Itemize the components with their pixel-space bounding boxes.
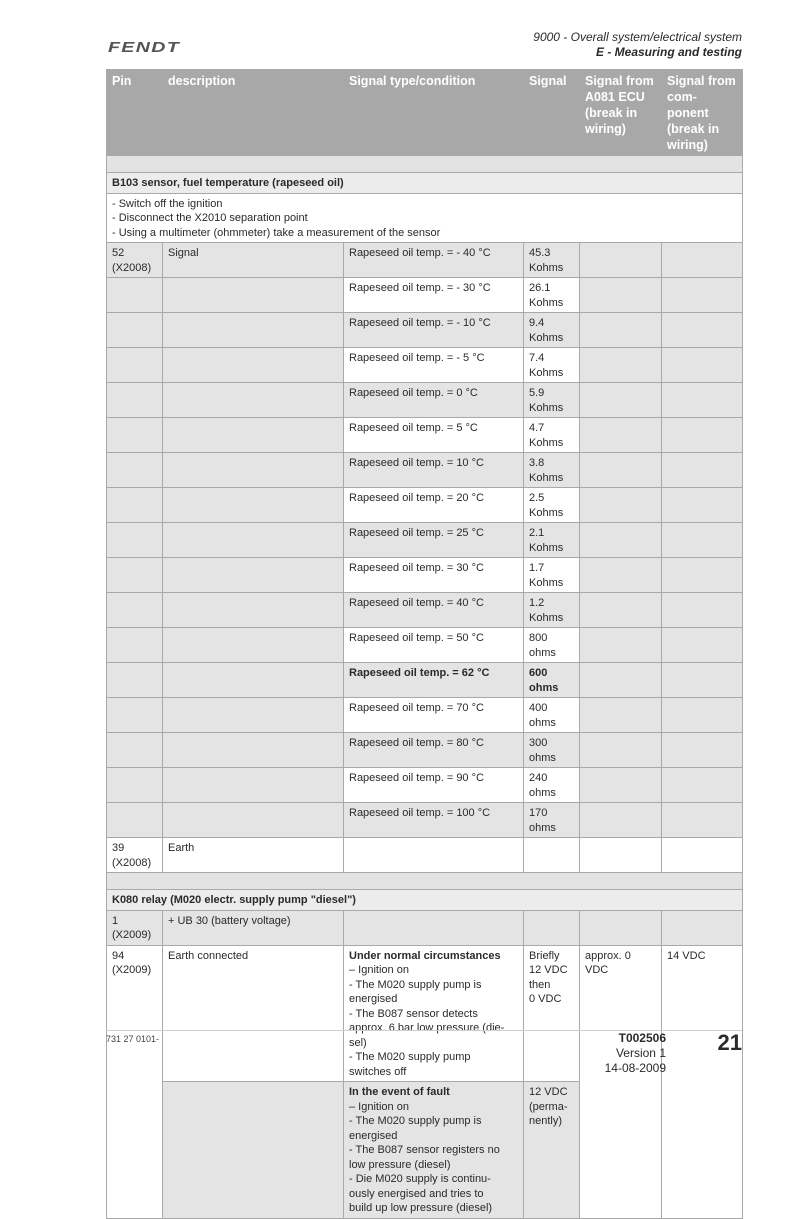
logo-text: FENDT bbox=[108, 40, 182, 54]
table-row bbox=[107, 628, 743, 663]
cond-cell: Rapeseed oil temp. = 20 °C bbox=[344, 488, 524, 523]
spacer-row bbox=[107, 156, 743, 173]
signal-cell: 300 ohms bbox=[524, 733, 580, 768]
pin-number: 39 bbox=[112, 842, 125, 854]
cond-cell: Rapeseed oil temp. = 30 °C bbox=[344, 558, 524, 593]
spacer-row bbox=[107, 873, 743, 890]
pin-connector: (X2008) bbox=[112, 856, 152, 869]
signal-cell: 26.1 Kohms bbox=[524, 278, 580, 313]
page-header bbox=[533, 30, 742, 60]
cond-cell: Rapeseed oil temp. = - 40 °C bbox=[344, 243, 524, 278]
cond-cell: Rapeseed oil temp. = 90 °C bbox=[344, 768, 524, 803]
signal-cell: 800 ohms bbox=[524, 628, 580, 663]
pin-cell bbox=[107, 243, 163, 278]
signal-cell: 1.2 Kohms bbox=[524, 593, 580, 628]
cond-cell: Rapeseed oil temp. = 10 °C bbox=[344, 453, 524, 488]
signal-cell: Briefly 12 VDC then 0 VDC bbox=[524, 945, 580, 1082]
pin-connector: (X2009) bbox=[112, 964, 152, 976]
table-row bbox=[107, 348, 743, 383]
cond-cell: Rapeseed oil temp. = 70 °C bbox=[344, 698, 524, 733]
signal-cell: 400 ohms bbox=[524, 698, 580, 733]
table-row bbox=[107, 313, 743, 348]
step: - Disconnect the X2010 separation point bbox=[112, 212, 308, 224]
signal-cell: 9.4 Kohms bbox=[524, 313, 580, 348]
table-row bbox=[107, 663, 743, 698]
col-signal-ecu: Signal from A081 ECU (break in wiring) bbox=[580, 70, 662, 156]
signal-cell: 240 ohms bbox=[524, 768, 580, 803]
signal-cell: 1.7 Kohms bbox=[524, 558, 580, 593]
section2-title: K080 relay (M020 electr. supply pump "diesel") bbox=[107, 890, 743, 911]
table-row bbox=[107, 453, 743, 488]
section1-steps bbox=[107, 193, 743, 243]
signal-cell: 4.7 Kohms bbox=[524, 418, 580, 453]
signal-cell: 2.1 Kohms bbox=[524, 523, 580, 558]
table-row bbox=[107, 558, 743, 593]
table-row bbox=[107, 803, 743, 838]
steps-row bbox=[107, 193, 743, 243]
cond-cell: Rapeseed oil temp. = - 5 °C bbox=[344, 348, 524, 383]
footer-date: 14-08-2009 bbox=[604, 1061, 666, 1075]
cond-cell: Rapeseed oil temp. = 25 °C bbox=[344, 523, 524, 558]
cond-cell: Rapeseed oil temp. = 5 °C bbox=[344, 418, 524, 453]
ecu-signal-cell: approx. 0 VDC bbox=[580, 945, 662, 1218]
pin-number: 1 bbox=[112, 914, 119, 927]
pin-number: 52 bbox=[112, 247, 125, 259]
pin-number: 94 bbox=[112, 949, 125, 962]
col-signal-type: Signal type/condition bbox=[344, 70, 524, 156]
fendt-logo bbox=[108, 40, 182, 59]
condition-title: Under normal circumstances bbox=[349, 949, 501, 962]
signal-cell: 3.8 Kohms bbox=[524, 453, 580, 488]
signal-cell: 5.9 Kohms bbox=[524, 383, 580, 418]
signal-cell: 7.4 Kohms bbox=[524, 348, 580, 383]
pin-cell bbox=[107, 945, 163, 1218]
cond-cell: Under normal circumstances – Ignition on - The M020 supply pump is energised - The B087 sensor detects approx. 6 bar low pressure (die- sel) - The M020 supply pump switches off bbox=[344, 945, 524, 1082]
table-row bbox=[107, 838, 743, 873]
table-row bbox=[107, 278, 743, 313]
table-row bbox=[107, 768, 743, 803]
header-line2: E - Measuring and testing bbox=[595, 45, 742, 59]
desc-cell: Earth connected bbox=[163, 945, 344, 1082]
table-row bbox=[107, 523, 743, 558]
col-signal: Signal bbox=[524, 70, 580, 156]
col-description: description bbox=[163, 70, 344, 156]
step: - Switch off the ignition bbox=[112, 197, 223, 210]
col-signal-component: Signal from com- ponent (break in wiring) bbox=[662, 70, 743, 156]
table-row bbox=[107, 488, 743, 523]
table-row bbox=[107, 383, 743, 418]
table-row bbox=[107, 243, 743, 278]
table-row bbox=[107, 698, 743, 733]
table-row bbox=[107, 733, 743, 768]
cond-cell: Rapeseed oil temp. = 50 °C bbox=[344, 628, 524, 663]
header-line1: 9000 - Overall system/electrical system bbox=[533, 30, 742, 44]
section-title-row bbox=[107, 173, 743, 194]
table-row bbox=[107, 418, 743, 453]
cond-cell: Rapeseed oil temp. = 62 °C bbox=[344, 663, 524, 698]
step: - Using a multimeter (ohmmeter) take a measurement of the sensor bbox=[112, 226, 441, 239]
footer-code: 731 27 0101- bbox=[106, 1034, 160, 1044]
signal-cell: 12 VDC (perma- nently) bbox=[524, 1082, 580, 1219]
cond-cell: Rapeseed oil temp. = - 30 °C bbox=[344, 278, 524, 313]
section-title-row bbox=[107, 890, 743, 911]
signal-cell: 170 ohms bbox=[524, 803, 580, 838]
condition-title: In the event of fault bbox=[349, 1086, 450, 1098]
signal-cell: 45.3 Kohms bbox=[524, 243, 580, 278]
desc-cell: Signal bbox=[163, 243, 344, 278]
col-pin: Pin bbox=[107, 70, 163, 156]
pin-connector: (X2008) bbox=[112, 261, 152, 274]
signal-cell: 600 ohms bbox=[524, 663, 580, 698]
cond-cell: Rapeseed oil temp. = - 10 °C bbox=[344, 313, 524, 348]
pin-cell bbox=[107, 910, 163, 945]
cond-cell: In the event of fault – Ignition on - The M020 supply pump is energised - The B087 sensor registers no low pressure (diesel) - Die M020 supply is continu- ously energised and tries to build up low pressure (diesel) bbox=[344, 1082, 524, 1219]
table-row bbox=[107, 910, 743, 945]
component-signal-cell: 14 VDC bbox=[662, 945, 743, 1218]
section1-title: B103 sensor, fuel temperature (rapeseed oil) bbox=[107, 173, 743, 194]
cond-cell: Rapeseed oil temp. = 100 °C bbox=[344, 803, 524, 838]
footer-version: Version 1 bbox=[615, 1046, 666, 1060]
cond-cell: Rapeseed oil temp. = 80 °C bbox=[344, 733, 524, 768]
cond-cell: Rapeseed oil temp. = 40 °C bbox=[344, 593, 524, 628]
footer-doc-info bbox=[605, 1031, 666, 1076]
desc-cell: Earth bbox=[163, 838, 344, 873]
table-row bbox=[107, 593, 743, 628]
footer-doc: T002506 bbox=[618, 1031, 666, 1045]
table-header-row bbox=[107, 70, 743, 156]
pin-cell bbox=[107, 838, 163, 873]
page-number: 21 bbox=[717, 1030, 742, 1055]
desc-cell: + UB 30 (battery voltage) bbox=[163, 910, 344, 945]
signal-cell: 2.5 Kohms bbox=[524, 488, 580, 523]
pin-connector: (X2009) bbox=[112, 929, 152, 941]
cond-cell: Rapeseed oil temp. = 0 °C bbox=[344, 383, 524, 418]
